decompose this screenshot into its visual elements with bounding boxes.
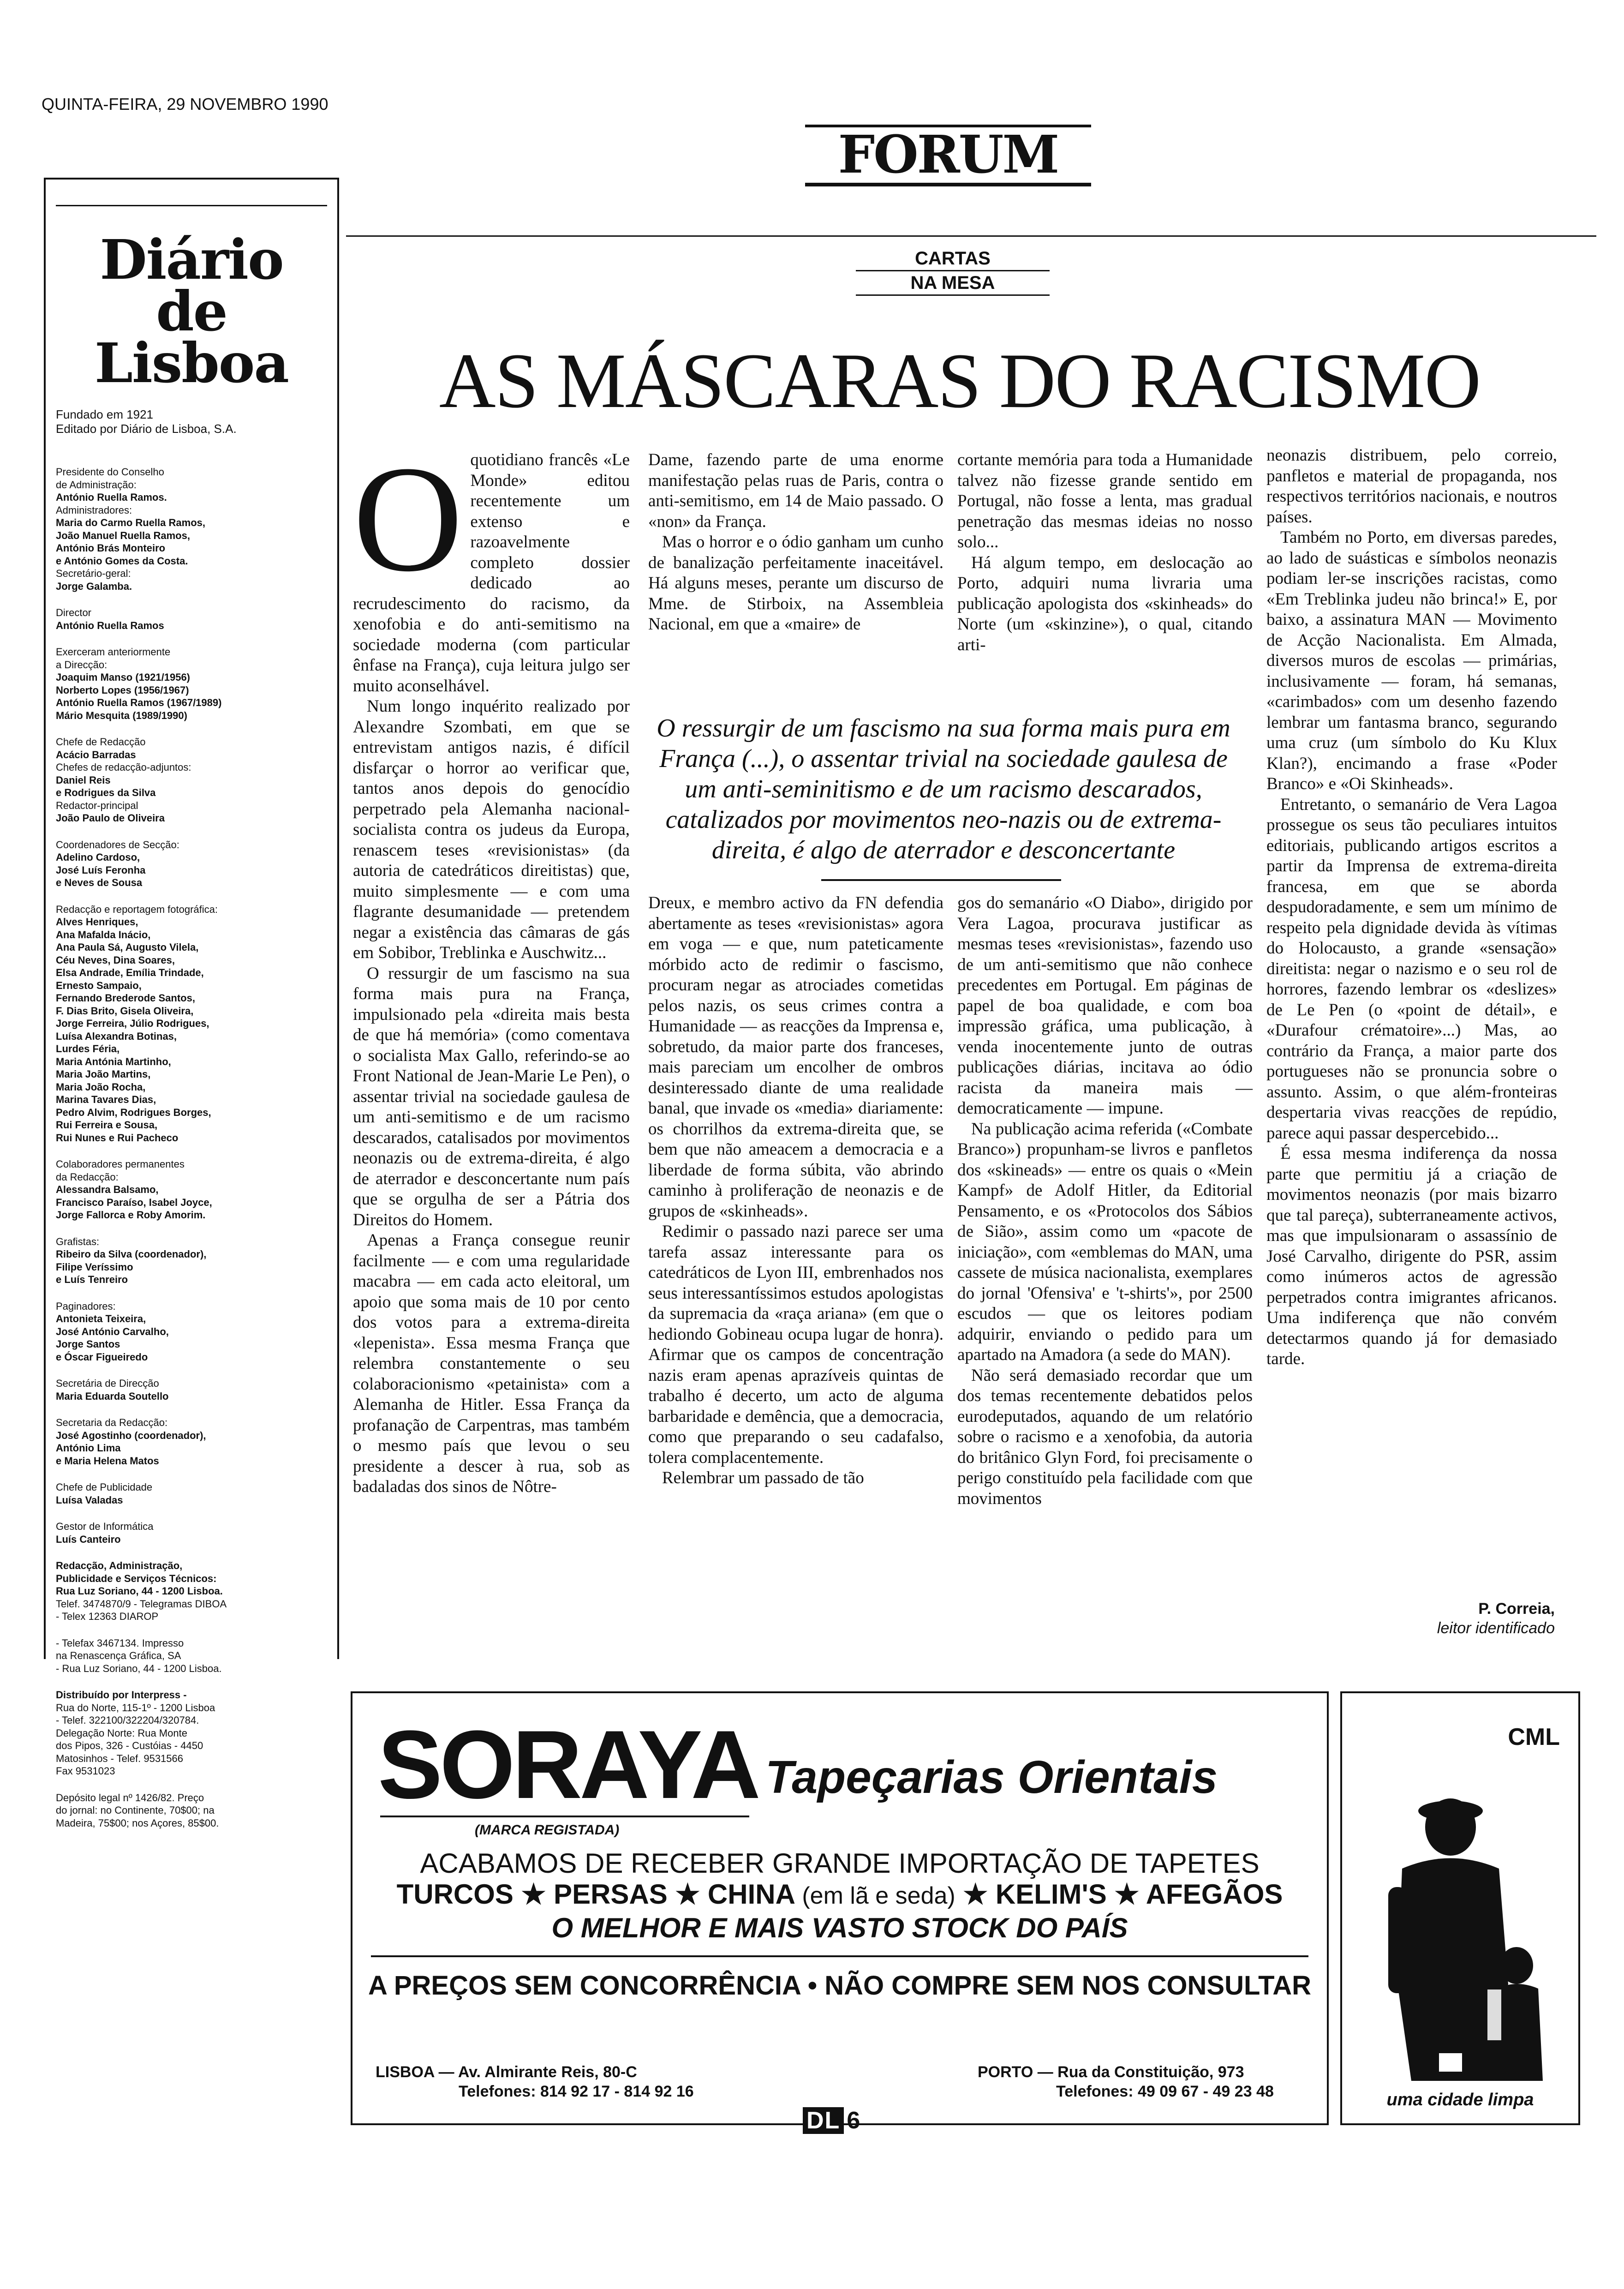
paragraph: Num longo inquérito realizado por Alexandre Szombati, em que se entrevistam antigos nazis, é difícil disfarçar o horror ao verificar que, tantos anos depois do genocídio perpetrado pela Alemanha nacional-socialista contra os judeus da Europa, renascem teses «revisionistas» (da autoria de catedráticos direitistas) que, muito simplesmente — e com uma flagrante desumanidade — pretendem negar a existência das câmaras de gás em Sobibor, Treblinka e Auschwitz... bbox=[353, 697, 630, 962]
ad-brand-rule bbox=[380, 1816, 749, 1817]
staff-section bbox=[56, 1235, 327, 1286]
article-column-2-top bbox=[648, 450, 943, 635]
staff-name: Jorge Fallorca e Roby Amorim. bbox=[56, 1209, 206, 1221]
ad-line-2c: ★ KELIM'S ★ AFEGÃOS bbox=[955, 1879, 1283, 1910]
staff-name: Elsa Andrade, Emília Trindade, bbox=[56, 967, 204, 978]
staff-role: Coordenadores de Secção: bbox=[56, 839, 179, 851]
staff-role: Secretaria da Redacção: bbox=[56, 1417, 168, 1428]
staff-section bbox=[56, 903, 327, 1144]
masthead-title bbox=[56, 228, 327, 395]
staff-role: a Direcção: bbox=[56, 659, 107, 671]
staff-role: Matosinhos - Telef. 9531566 bbox=[56, 1752, 183, 1764]
ad-address-porto bbox=[978, 2062, 1274, 2101]
staff-section bbox=[56, 466, 327, 593]
ad-divider bbox=[371, 1955, 1308, 1957]
staff-role: Grafistas: bbox=[56, 1235, 100, 1247]
staff-role: - Rua Luz Soriano, 44 - 1200 Lisboa. bbox=[56, 1662, 222, 1674]
paragraph: É essa mesma indiferença da nossa parte que permitiu já a criação de movimentos neonazis (por mais bizarro que tal pareça), subterraneamente activos, mas que impulsionaram o assassínio de José Carvalho, dirigente do PSR, assim como inúmeros actos de agressão perpetrados contra imigrantes africanos. Uma indiferença que não convém detectarmos quando já for demasiado tarde. bbox=[1266, 1144, 1557, 1368]
staff-section bbox=[56, 1792, 327, 1830]
staff-name: Francisco Paraíso, Isabel Joyce, bbox=[56, 1196, 212, 1208]
paragraph: cortante memória para toda a Humanidade talvez não fizesse grande sentido em Portugal, não fosse a lenta, mas gradual penetração das mesmas ideias no nosso solo... bbox=[957, 450, 1253, 551]
ad-line-2b: (em lã e seda) bbox=[802, 1882, 955, 1909]
paragraph: Na publicação acima referida («Combate Branco») propunham-se livros e panfletos dos «skineads» — entre os quais o «Mein Kampf» de Adolf Hitler, da Editorial Pensamento, e os «Protocolos dos Sábios de Sião», assim como um «pacote de iniciação», com «emblemas do MAN, uma cassete de música nacionalista, exemplares do jornal 'Ofensiva' e 't-shirts'», por 2500 escudos — que os leitores podiam adquirir, enviando o pedido para um apartado na Amadora (a sede do MAN). bbox=[957, 1119, 1253, 1364]
staff-section bbox=[56, 1300, 327, 1364]
drop-cap: O bbox=[353, 435, 463, 603]
silhouette-illustration bbox=[1370, 1767, 1554, 2081]
staff-role: Colaboradores permanentes bbox=[56, 1158, 185, 1170]
edited-text: Editado por Diário de Lisboa, S.A. bbox=[56, 422, 237, 436]
paragraph: Redimir o passado nazi parece ser uma tarefa assaz interessante para os catedráticos de Lyon III, embrenhados nos seus interessantíssimos estudos apologistas da supremacia da «raça ariana» (em que o hediondo Gobineau ocupa lugar de honra). Afirmar que os campos de concentração nazis eram apenas aprazíveis quintas de trabalho é decerto, um acto de alguma barbaridade e demência, que a democracia, como que preparando o seu cadafalso, tolera complacentemente. bbox=[648, 1222, 943, 1467]
staff-role: Delegação Norte: Rua Monte bbox=[56, 1727, 187, 1739]
staff-role: Paginadores: bbox=[56, 1300, 116, 1312]
masthead-title-line2: de Lisboa bbox=[95, 279, 288, 395]
paragraph: gos do semanário «O Diabo», dirigido por Vera Lagoa, procurava justificar as mesmas teses «revisionistas», fazendo uso de um anti-semitismo que não conhece precedentes em Portugal. Em páginas de papel de boa qualidade, e com boa impressão gráfica, uma publicação, à venda inocentemente junto de outras publicações diárias, incitava ao ódio racista da maneira mais — democraticamente — impune. bbox=[957, 893, 1253, 1118]
staff-section bbox=[56, 1637, 327, 1675]
staff-section bbox=[56, 1377, 327, 1402]
staff-name: Luísa Alexandra Botinas, bbox=[56, 1030, 177, 1042]
staff-name: Antonieta Teixeira, bbox=[56, 1313, 146, 1324]
masthead-title-line1: Diário bbox=[100, 228, 283, 292]
staff-role: Exerceram anteriormente bbox=[56, 646, 171, 658]
staff-role: Administradores: bbox=[56, 504, 132, 516]
section-title: FORUM bbox=[838, 125, 1058, 185]
staff-name: Acácio Barradas bbox=[56, 749, 136, 761]
signature bbox=[1338, 1599, 1555, 1638]
staff-role: Telef. 3474870/9 - Telegramas DIBOA bbox=[56, 1598, 227, 1610]
staff-section bbox=[56, 646, 327, 722]
masthead-box bbox=[44, 178, 339, 1829]
staff-name: e Neves de Sousa bbox=[56, 877, 143, 888]
staff-name: Marina Tavares Dias, bbox=[56, 1094, 156, 1105]
staff-name: António Brás Monteiro bbox=[56, 542, 166, 554]
staff-role: Depósito legal nº 1426/82. Preço bbox=[56, 1792, 204, 1804]
masthead-rule bbox=[56, 205, 327, 206]
staff-name: José António Carvalho, bbox=[56, 1325, 169, 1337]
ad-porto-address: Rua da Constituição, 973 bbox=[1057, 2063, 1244, 2081]
paragraph: O ressurgir de um fascismo na sua forma mais pura na França, impulsionado pela «direita mais besta de que há memória» (como comentava o socialista Max Gallo, referindo-se ao Front National de Jean-Marie Le Pen), o assentar trivial na sociedade gaulesa de um anti-semitismo e de um racismo descarados, catalisados por movimentos neonazis ou de extrema-direita, é algo de aterrador e desconcertante num país que se orgulha de ser a Pátria dos Direitos do Homem. bbox=[353, 964, 630, 1229]
staff-name: Jorge Ferreira, Júlio Rodrigues, bbox=[56, 1018, 209, 1029]
kicker bbox=[856, 247, 1050, 296]
staff-name: e Óscar Figueiredo bbox=[56, 1351, 148, 1363]
kicker-line2: NA MESA bbox=[856, 271, 1050, 296]
staff-role: Redactor-principal bbox=[56, 799, 138, 811]
staff-name: Joaquim Manso (1921/1956) bbox=[56, 671, 191, 683]
staff-name: Jorge Santos bbox=[56, 1338, 120, 1350]
paragraph: Entretanto, o semanário de Vera Lagoa prossegue os seus tão peculiares intuitos editoriais, publicando artigos escritos a partir da Imprensa de extrema-direita francesa, em que se aborda despudoradamente, e sem um mínimo de respeito pela dignidade devida às vítimas do Holocausto, a grande «sensação» direitista: negar o nazismo e o seu rol de horrores, fazendo lembrar os «deslizes» de Le Pen (o «point de détail», e «Durafour crématoire»...) Mas, ao contrário da França, a maior parte dos portugueses não se pronuncia sobre o assunto. Assim, o que além-fronteiras despertaria vivas reacções de repúdio, parece aqui passar despercebido... bbox=[1266, 795, 1557, 1143]
ad-line-2a: TURCOS ★ PERSAS ★ CHINA bbox=[396, 1879, 802, 1910]
staff-name: Mário Mesquita (1989/1990) bbox=[56, 709, 187, 721]
staff-name: Alves Henriques, bbox=[56, 916, 138, 928]
paragraph: Mas o horror e o ódio ganham um cunho de banalização perfeitamente inaceitável. Há alguns meses, perante um discurso de Mme. de Stirboix, na Assembleia Nacional, em que a «maire» de bbox=[648, 533, 943, 634]
staff-name: Maria Antónia Martinho, bbox=[56, 1055, 171, 1067]
ad-porto-label: PORTO — bbox=[978, 2063, 1058, 2081]
staff-role: Chefe de Publicidade bbox=[56, 1481, 153, 1493]
article-column-1 bbox=[353, 435, 630, 1498]
staff-name: Maria do Carmo Ruella Ramos, bbox=[56, 517, 205, 528]
staff-role: - Telefax 3467134. Impresso bbox=[56, 1637, 184, 1649]
article-column-2-bottom bbox=[648, 893, 943, 1489]
kicker-line1: CARTAS bbox=[856, 247, 1050, 271]
cml-advertisement bbox=[1340, 1691, 1580, 2125]
staff-name: António Ruella Ramos. bbox=[56, 491, 167, 503]
staff-name: Redacção, Administração, bbox=[56, 1560, 183, 1571]
staff-section bbox=[56, 606, 327, 632]
staff-name: Distribuído por Interpress - bbox=[56, 1689, 187, 1701]
ad-porto-phone: Telefones: 49 09 67 - 49 23 48 bbox=[1056, 2083, 1274, 2100]
ad-line-4: A PREÇOS SEM CONCORRÊNCIA • NÃO COMPRE SEM NOS CONSULTAR bbox=[368, 1971, 1311, 2001]
staff-name: Publicidade e Serviços Técnicos: bbox=[56, 1572, 217, 1584]
staff-name: Rui Nunes e Rui Pacheco bbox=[56, 1132, 179, 1144]
staff-role: Rua do Norte, 115-1º - 1200 Lisboa bbox=[56, 1702, 215, 1714]
staff-role: Chefes de redacção-adjuntos: bbox=[56, 761, 191, 773]
folio-logo: DL bbox=[803, 2107, 844, 2134]
ad-address-lisboa bbox=[376, 2062, 694, 2101]
staff-name: António Ruella Ramos bbox=[56, 619, 164, 631]
staff-name: Ana Mafalda Inácio, bbox=[56, 929, 151, 941]
founded-text: Fundado em 1921 bbox=[56, 407, 154, 421]
page-number: 6 bbox=[847, 2107, 860, 2134]
staff-name: Jorge Galamba. bbox=[56, 580, 132, 592]
staff-role: - Telex 12363 DIAROP bbox=[56, 1611, 159, 1622]
staff-name: e António Gomes da Costa. bbox=[56, 555, 188, 567]
staff-section bbox=[56, 736, 327, 825]
staff-name: Ernesto Sampaio, bbox=[56, 979, 142, 991]
signature-name: P. Correia, bbox=[1478, 1600, 1555, 1618]
staff-role: Director bbox=[56, 607, 92, 618]
staff-name: Luís Canteiro bbox=[56, 1533, 121, 1545]
staff-name: Maria João Martins, bbox=[56, 1068, 151, 1080]
paragraph: quotidiano francês «Le Monde» editou recentemente um extenso e razoavelmente completo dossier dedicado ao recrudescimento do racismo, da xenofobia e do anti-semitismo na sociedade moderna (com particular ênfase na França), cuja leitura julgo ser muito aconselhável. bbox=[353, 450, 630, 695]
staff-role: Redacção e reportagem fotográfica: bbox=[56, 903, 218, 915]
staff-role: Secretária de Direcção bbox=[56, 1378, 159, 1389]
soraya-advertisement bbox=[351, 1691, 1329, 2125]
ad-tagline: Tapeçarias Orientais bbox=[765, 1751, 1218, 1803]
staff-name: F. Dias Brito, Gisela Oliveira, bbox=[56, 1005, 194, 1017]
staff-section bbox=[56, 1416, 327, 1467]
staff-name: António Lima bbox=[56, 1442, 121, 1454]
staff-name: Luísa Valadas bbox=[56, 1494, 123, 1506]
staff-role: na Renascença Gráfica, SA bbox=[56, 1650, 181, 1661]
staff-name: Filipe Veríssimo bbox=[56, 1261, 133, 1273]
staff-name: Daniel Reis bbox=[56, 774, 111, 786]
staff-section bbox=[56, 1689, 327, 1778]
staff-name: João Paulo de Oliveira bbox=[56, 812, 165, 824]
staff-name: Maria João Rocha, bbox=[56, 1081, 146, 1093]
staff-name: José Agostinho (coordenador), bbox=[56, 1429, 206, 1441]
staff-role: - Telef. 322100/322204/320784. bbox=[56, 1714, 199, 1726]
ad-lisboa-address: Av. Almirante Reis, 80-C bbox=[458, 2063, 637, 2081]
staff-list bbox=[56, 466, 327, 1829]
ad-line-1: ACABAMOS DE RECEBER GRANDE IMPORTAÇÃO DE TAPETES bbox=[420, 1848, 1260, 1879]
header-rule bbox=[346, 235, 1596, 237]
staff-name: Lurdes Féria, bbox=[56, 1043, 120, 1055]
paragraph: Não será demasiado recordar que um dos temas recentemente debatidos pelos eurodeputados, aquando de um relatório sobre o racismo e a xenofobia, da autoria do britânico Glyn Ford, foi precisamente o perigo constituído pela facilidade com que movimentos bbox=[957, 1366, 1253, 1508]
paragraph: neonazis distribuem, pelo correio, panfletos e material de propaganda, nos respectivos territórios nacionais, e noutros países. bbox=[1266, 446, 1557, 527]
paragraph: Apenas a França consegue reunir facilmente — e com uma regularidade macabra — em cada acto eleitoral, um apoio que soma mais de 10 por cento dos votos para a extrema-direita «lepenista». Essa mesma França que relembra constantemente o seu colaboracionismo «petainista» com a Alemanha de Hitler. Essa França da profanação de Carpentras, mas também o mesmo país que levou o seu presidente a descer à rua, sob as badaladas dos sinos de Nôtre- bbox=[353, 1231, 630, 1496]
staff-name: Rua Luz Soriano, 44 - 1200 Lisboa. bbox=[56, 1585, 223, 1597]
dateline: QUINTA-FEIRA, 29 NOVEMBRO 1990 bbox=[42, 95, 328, 114]
paragraph: Há algum tempo, em deslocação ao Porto, adquiri numa livraria uma publicação apologista dos «skinheads» do Norte (um «skinzine»), o qual, citando arti- bbox=[957, 553, 1253, 654]
staff-role: de Administração: bbox=[56, 479, 137, 491]
article-column-3-bottom bbox=[957, 893, 1253, 1509]
headline: AS MÁSCARAS DO RACISMO bbox=[439, 337, 1481, 424]
staff-section bbox=[56, 1520, 327, 1546]
ad-lisboa-phone: Telefones: 814 92 17 - 814 92 16 bbox=[459, 2083, 694, 2100]
staff-role: Chefe de Redacção bbox=[56, 736, 146, 748]
paragraph: Também no Porto, em diversas paredes, ao lado de suásticas e símbolos neonazis podiam ler-se inscrições racistas, como «Em Treblinka judeu não brinca!» E, por baixo, a assinatura MAN — Movimento de Acção Nacionalista. Em Almada, diversos muros de escolas — primárias, inclusivamente — foram, há semanas, «carimbados» com um desenho fazendo lembrar um fantasma branco, segurando uma cruz (um símbolo do Ku Klux Klan?), encimando a frase «Poder Branco» e «Oi Skinheads». bbox=[1266, 528, 1557, 793]
staff-role: Gestor de Informática bbox=[56, 1521, 154, 1532]
paragraph: Dreux, e membro activo da FN defendia abertamente as teses «revisionistas» agora em voga — e que, num pateticamente mórbido acto de redimir o fascismo, procuram negar as atrociades cometidas pelos nazis, os seus crimes contra a Humanidade — as reacções da Imprensa e, sobretudo, da maior parte dos franceses, mais pareciam um encolher de ombros desinteressado diante de uma realidade banal, que invade os «media» diariamente: os chorrilhos da extrema-direita que, se bem que não ameacem a democracia e a liberdade de forma súbita, vão abrindo caminho à proliferação de neonazis e de grupos de «skinheads». bbox=[648, 893, 943, 1221]
staff-name: Norberto Lopes (1956/1967) bbox=[56, 684, 189, 696]
cml-slogan: uma cidade limpa bbox=[1386, 2090, 1534, 2109]
article-column-3-top bbox=[957, 450, 1253, 655]
staff-name: Ribeiro da Silva (coordenador), bbox=[56, 1248, 207, 1260]
pull-quote: O ressurgir de um fascismo na sua forma mais pura em França (...), o assentar trivial na sociedade gaulesa de um anti-seminitismo e de um racismo descarados, catalizados por movimentos neo-nazis ou de extrema-direita, é algo de aterrador e desconcertante bbox=[657, 714, 1230, 864]
ad-line-2 bbox=[352, 1879, 1327, 1911]
staff-name: e Rodrigues da Silva bbox=[56, 787, 156, 798]
paragraph: Dame, fazendo parte de uma enorme manifestação pelas ruas de Paris, contra o anti-semitismo, em 14 de Maio passado. O «non» da França. bbox=[648, 450, 943, 531]
staff-role: Fax 9531023 bbox=[56, 1765, 115, 1777]
staff-section bbox=[56, 1559, 327, 1623]
paragraph: Relembrar um passado de tão bbox=[662, 1468, 864, 1487]
staff-name: e Maria Helena Matos bbox=[56, 1455, 159, 1467]
staff-name: José Luís Feronha bbox=[56, 864, 146, 876]
staff-name: Pedro Alvim, Rodrigues Borges, bbox=[56, 1106, 211, 1118]
cml-title: CML bbox=[1508, 1724, 1560, 1750]
staff-section bbox=[56, 839, 327, 889]
ad-lisboa-label: LISBOA — bbox=[376, 2063, 458, 2081]
staff-name: Adelino Cardoso, bbox=[56, 851, 140, 863]
staff-role: dos Pipos, 326 - Custóias - 4450 bbox=[56, 1740, 203, 1751]
ad-registered-mark: (MARCA REGISTADA) bbox=[475, 1822, 620, 1838]
masthead-founded bbox=[56, 407, 327, 436]
page-folio bbox=[803, 2107, 860, 2134]
staff-role: Madeira, 75$00; nos Açores, 85$00. bbox=[56, 1817, 219, 1829]
staff-name: Maria Eduarda Soutello bbox=[56, 1390, 169, 1402]
staff-name: Fernando Brederode Santos, bbox=[56, 992, 195, 1004]
staff-name: Rui Ferreira e Sousa, bbox=[56, 1119, 158, 1131]
staff-role: da Redacção: bbox=[56, 1171, 119, 1183]
staff-name: António Ruella Ramos (1967/1989) bbox=[56, 697, 222, 708]
ad-line-3: O MELHOR E MAIS VASTO STOCK DO PAÍS bbox=[551, 1912, 1128, 1943]
pull-quote-rule bbox=[821, 879, 1061, 881]
staff-name: Céu Neves, Dina Soares, bbox=[56, 954, 175, 966]
staff-name: Alessandra Balsamo, bbox=[56, 1184, 159, 1195]
staff-role: Secretário-geral: bbox=[56, 568, 131, 579]
staff-name: e Luís Tenreiro bbox=[56, 1274, 128, 1285]
staff-section bbox=[56, 1481, 327, 1506]
ad-brand: SORAYA bbox=[378, 1710, 758, 1819]
staff-role: Presidente do Conselho bbox=[56, 466, 164, 478]
article-column-4 bbox=[1266, 445, 1557, 1370]
signature-role: leitor identificado bbox=[1437, 1619, 1555, 1637]
staff-section bbox=[56, 1158, 327, 1222]
staff-name: João Manuel Ruella Ramos, bbox=[56, 529, 190, 541]
section-header bbox=[805, 125, 1091, 186]
staff-name: Ana Paula Sá, Augusto Vilela, bbox=[56, 941, 199, 953]
staff-role: do jornal: no Continente, 70$00; na bbox=[56, 1804, 215, 1816]
